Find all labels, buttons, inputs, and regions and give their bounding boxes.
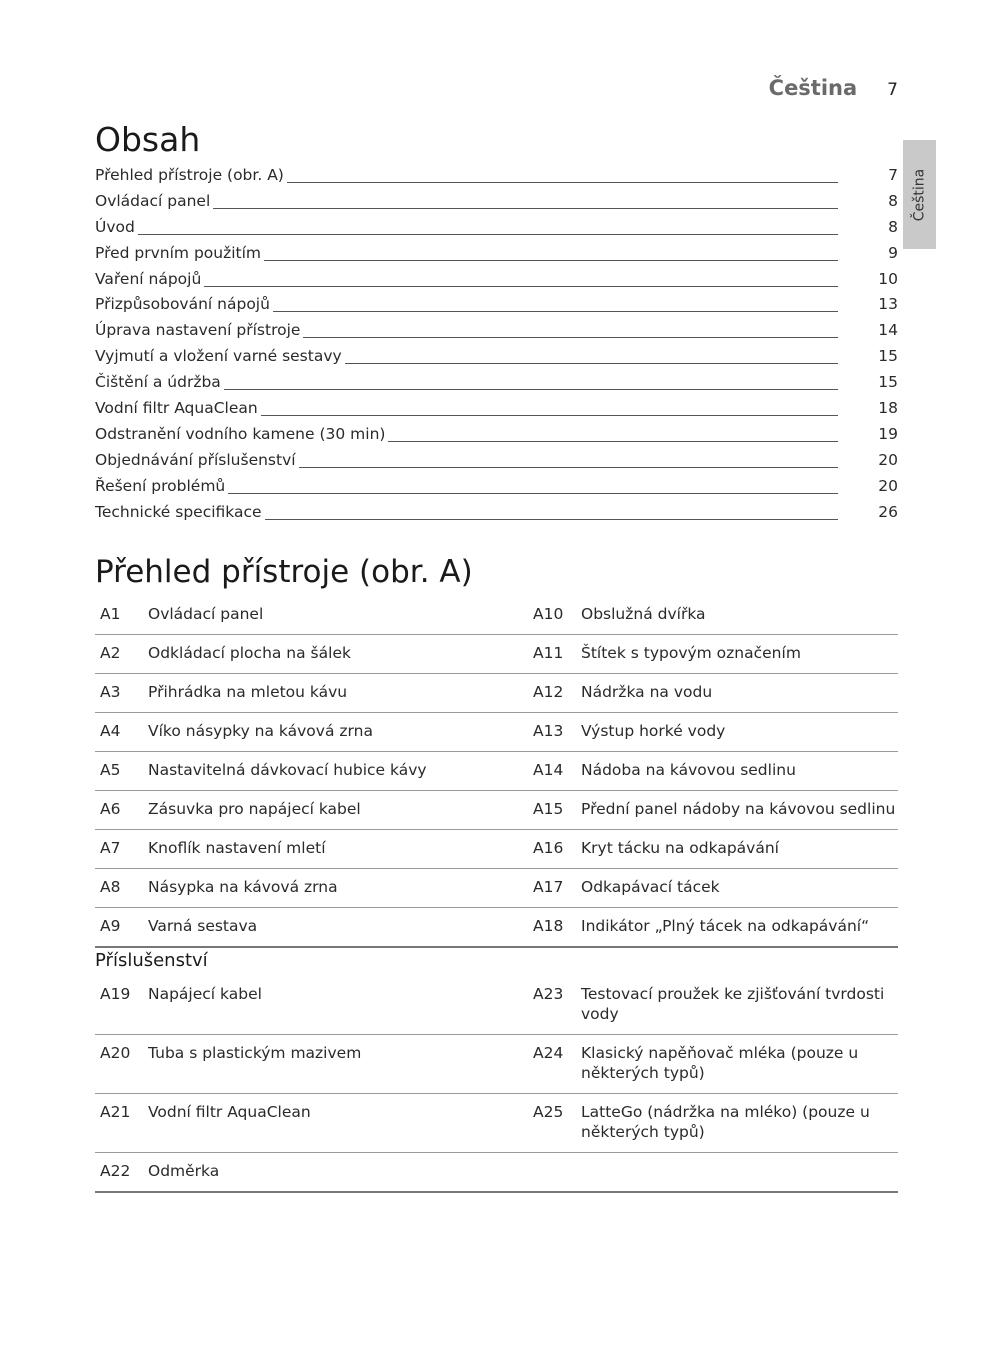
- table-row: [95, 830, 898, 869]
- toc-entry-page: 19: [878, 424, 898, 443]
- toc-entry[interactable]: [95, 499, 898, 525]
- part-code: A2: [100, 644, 121, 662]
- toc-entry[interactable]: [95, 421, 898, 447]
- table-row: [95, 1153, 898, 1193]
- part-code: A25: [533, 1103, 564, 1121]
- toc-entry-label: Před prvním použitím: [95, 243, 262, 262]
- part-code: A4: [100, 722, 121, 740]
- toc-entry[interactable]: [95, 240, 898, 266]
- toc-leader-line: [228, 492, 838, 494]
- toc-leader-line: [213, 207, 838, 209]
- toc-leader-line: [303, 336, 838, 338]
- toc-entry-label: Přehled přístroje (obr. A): [95, 165, 284, 184]
- toc-entry-page: 8: [888, 191, 898, 210]
- part-description: Knoflík nastavení mletí: [148, 839, 326, 857]
- part-code: [533, 1153, 581, 1193]
- toc-entry[interactable]: [95, 343, 898, 369]
- table-row: [95, 1035, 898, 1094]
- table-of-contents: [95, 162, 898, 524]
- part-description: Přední panel nádoby na kávovou sedlinu: [581, 800, 896, 818]
- toc-entry-label: Řešení problémů: [95, 476, 226, 495]
- part-code: A1: [100, 605, 121, 623]
- overview-parts-table: [95, 596, 898, 948]
- toc-entry-label: Odstranění vodního kamene (30 min): [95, 424, 386, 443]
- part-code: A22: [100, 1162, 131, 1180]
- toc-entry-page: 20: [878, 450, 898, 469]
- toc-entry-label: Úprava nastavení přístroje: [95, 321, 301, 340]
- toc-entry-page: 18: [878, 398, 898, 417]
- language-side-tab: [903, 140, 936, 249]
- table-row: [95, 869, 898, 908]
- part-description: Ovládací panel: [148, 605, 264, 623]
- part-description: Napájecí kabel: [148, 985, 262, 1003]
- toc-entry-label: Přizpůsobování nápojů: [95, 295, 270, 314]
- header-language: Čeština: [768, 76, 858, 100]
- part-code: A20: [100, 1044, 131, 1062]
- table-row: [95, 752, 898, 791]
- part-code: A7: [100, 839, 121, 857]
- table-row: [95, 713, 898, 752]
- toc-entry[interactable]: [95, 317, 898, 343]
- table-row: [95, 596, 898, 635]
- toc-entry-page: 8: [888, 217, 898, 236]
- overview-title: Přehled přístroje (obr. A): [95, 554, 473, 590]
- toc-entry-page: 10: [878, 269, 898, 288]
- part-description: Testovací proužek ke zjišťování tvrdosti vody: [581, 985, 885, 1023]
- toc-entry-page: 14: [878, 321, 898, 340]
- part-code: A23: [533, 985, 564, 1003]
- part-description: Tuba s plastickým mazivem: [148, 1044, 362, 1062]
- part-description: LatteGo (nádržka na mléko) (pouze u některých typů): [581, 1103, 870, 1141]
- toc-entry-page: 13: [878, 295, 898, 314]
- toc-entry[interactable]: [95, 214, 898, 240]
- toc-entry[interactable]: [95, 162, 898, 188]
- toc-leader-line: [299, 466, 838, 468]
- part-code: A8: [100, 878, 121, 896]
- toc-leader-line: [138, 233, 838, 235]
- toc-leader-line: [264, 259, 838, 261]
- toc-entry[interactable]: [95, 291, 898, 317]
- part-code: A17: [533, 878, 564, 896]
- toc-entry-label: Čištění a údržba: [95, 373, 221, 392]
- table-row: [95, 791, 898, 830]
- toc-entry[interactable]: [95, 395, 898, 421]
- part-description: Klasický napěňovač mléka (pouze u některých typů): [581, 1044, 859, 1082]
- part-description: Výstup horké vody: [581, 722, 726, 740]
- toc-entry[interactable]: [95, 473, 898, 499]
- part-description: Obslužná dvířka: [581, 605, 706, 623]
- toc-entry-label: Úvod: [95, 217, 135, 236]
- part-description: Násypka na kávová zrna: [148, 878, 338, 896]
- table-row: [95, 908, 898, 948]
- toc-leader-line: [273, 310, 838, 312]
- part-code: A6: [100, 800, 121, 818]
- part-description: Nádoba na kávovou sedlinu: [581, 761, 796, 779]
- toc-entry-page: 20: [878, 476, 898, 495]
- toc-entry-page: 15: [878, 373, 898, 392]
- part-description: Kryt tácku na odkapávání: [581, 839, 779, 857]
- table-row: [95, 1094, 898, 1153]
- toc-leader-line: [388, 440, 838, 442]
- part-code: A16: [533, 839, 564, 857]
- part-code: A14: [533, 761, 564, 779]
- part-code: A12: [533, 683, 564, 701]
- toc-entry-label: Vyjmutí a vložení varné sestavy: [95, 347, 342, 366]
- toc-entry-label: Vaření nápojů: [95, 269, 202, 288]
- toc-entry-page: 15: [878, 347, 898, 366]
- part-description: Štítek s typovým označením: [581, 644, 801, 662]
- toc-leader-line: [204, 285, 838, 287]
- toc-leader-line: [345, 362, 838, 364]
- table-row: [95, 674, 898, 713]
- part-code: A3: [100, 683, 121, 701]
- toc-leader-line: [287, 181, 838, 183]
- toc-entry-page: 7: [888, 165, 898, 184]
- part-description: Odměrka: [148, 1162, 220, 1180]
- toc-leader-line: [224, 388, 838, 390]
- part-description: Odkapávací tácek: [581, 878, 720, 896]
- part-code: A11: [533, 644, 564, 662]
- header-page-number: 7: [887, 80, 898, 100]
- toc-leader-line: [265, 518, 838, 520]
- toc-entry[interactable]: [95, 266, 898, 292]
- part-code: A21: [100, 1103, 131, 1121]
- toc-entry-label: Technické specifikace: [95, 502, 262, 521]
- part-description: Indikátor „Plný tácek na odkapávání“: [581, 917, 870, 935]
- toc-entry-label: Ovládací panel: [95, 191, 211, 210]
- part-code: A9: [100, 917, 121, 935]
- part-description: [581, 1153, 898, 1193]
- accessories-heading: Příslušenství: [95, 950, 208, 971]
- table-row: [95, 635, 898, 674]
- toc-entry-label: Objednávání příslušenství: [95, 450, 296, 469]
- part-code: A13: [533, 722, 564, 740]
- part-description: Přihrádka na mletou kávu: [148, 683, 348, 701]
- page-header: [769, 76, 898, 100]
- part-description: Zásuvka pro napájecí kabel: [148, 800, 361, 818]
- toc-entry-page: 9: [888, 243, 898, 262]
- toc-entry[interactable]: [95, 369, 898, 395]
- part-code: A19: [100, 985, 131, 1003]
- part-description: Odkládací plocha na šálek: [148, 644, 351, 662]
- part-code: A5: [100, 761, 121, 779]
- accessories-table: [95, 976, 898, 1193]
- part-description: Varná sestava: [148, 917, 258, 935]
- part-description: Vodní filtr AquaClean: [148, 1103, 311, 1121]
- part-description: Nádržka na vodu: [581, 683, 713, 701]
- side-tab-label: Čeština: [911, 168, 928, 221]
- part-code: A18: [533, 917, 564, 935]
- toc-entry[interactable]: [95, 447, 898, 473]
- part-description: Nastavitelná dávkovací hubice kávy: [148, 761, 427, 779]
- part-code: A15: [533, 800, 564, 818]
- part-code: A10: [533, 605, 564, 623]
- table-row: [95, 976, 898, 1035]
- toc-leader-line: [261, 414, 838, 416]
- toc-title: Obsah: [95, 120, 201, 159]
- part-description: Víko násypky na kávová zrna: [148, 722, 373, 740]
- toc-entry-label: Vodní filtr AquaClean: [95, 398, 258, 417]
- toc-entry-page: 26: [878, 502, 898, 521]
- part-code: A24: [533, 1044, 564, 1062]
- toc-entry[interactable]: [95, 188, 898, 214]
